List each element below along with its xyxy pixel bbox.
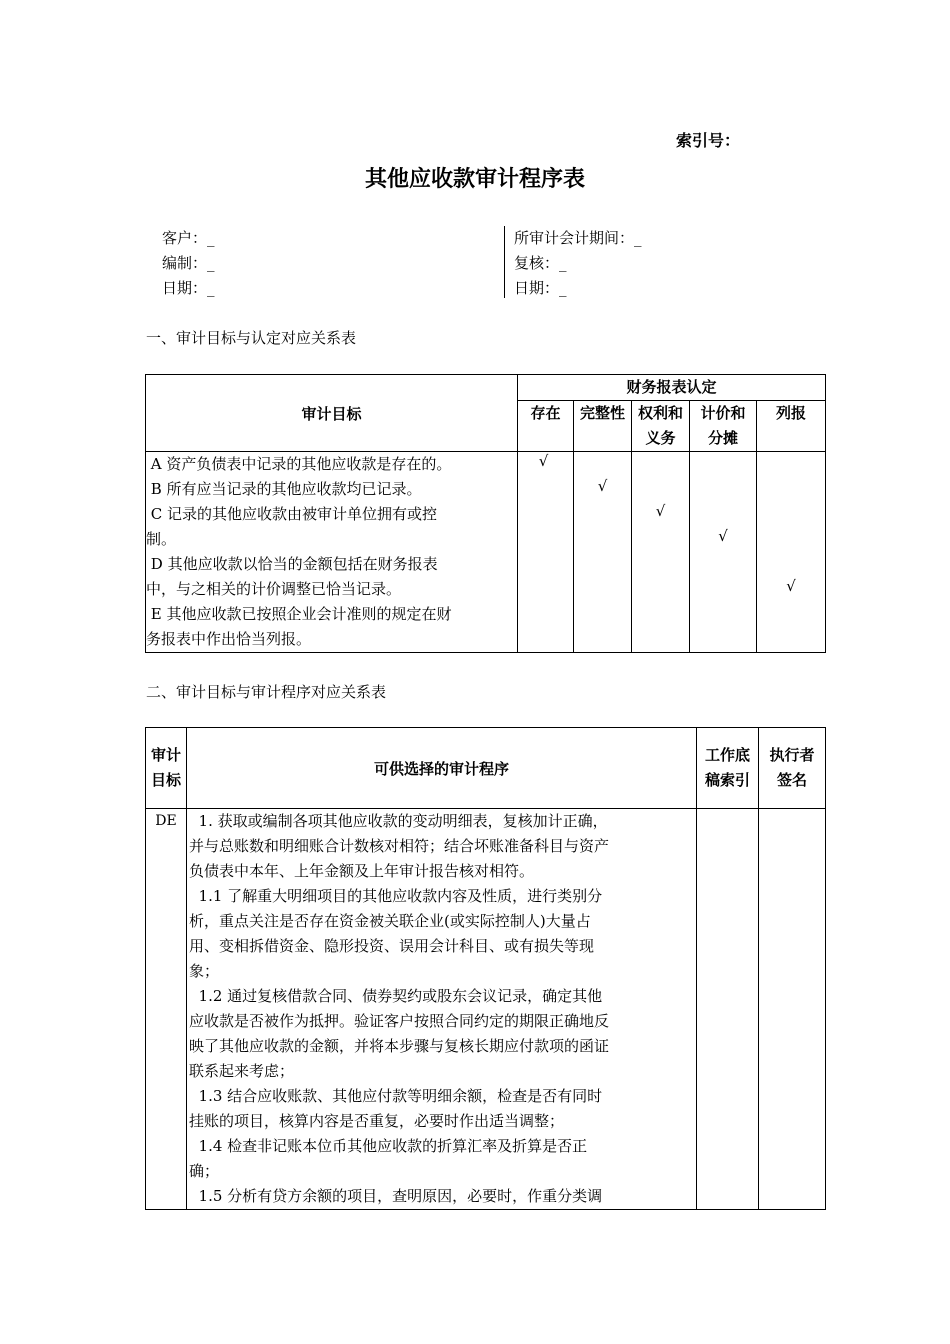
objective-header: 审计目标: [146, 375, 518, 452]
prep-date-field: 日期：_: [162, 279, 215, 297]
assertion-group-header: 财务报表认定: [518, 375, 826, 401]
procedure-line: 1.3 结合应收账款、其他应付款等明细余额，检查是否有同时: [189, 1087, 603, 1105]
check-mark: √: [655, 502, 666, 520]
procedure-table: [145, 727, 826, 1210]
row-objective: DE: [146, 809, 187, 1210]
objective-line: 中，与之相关的计价调整已恰当记录。: [146, 580, 402, 598]
objective-line: A 资产负债表中记录的其他应收款是存在的。: [146, 455, 452, 473]
procedure-line: 析，重点关注是否存在资金被关联企业(或实际控制人)大量占: [189, 912, 591, 930]
procedure-line: 1.5 分析有贷方余额的项目，查明原因，必要时，作重分类调: [189, 1187, 603, 1205]
objective-line: 制。: [146, 530, 177, 548]
workpaper-ref-header: 工作底 稿索引: [697, 728, 759, 809]
procedure-line: 1. 获取或编制各项其他应收款的变动明细表，复核加计正确，: [189, 812, 608, 830]
assertion-cell: [574, 452, 632, 653]
assertion-header: 列报: [757, 401, 826, 452]
procedure-line: 1.4 检查非记账本位币其他应收款的折算汇率及折算是否正: [189, 1137, 588, 1155]
assertion-header: 计价和 分摊: [690, 401, 757, 452]
procedure-line: 挂账的项目，核算内容是否重复，必要时作出适当调整；: [189, 1112, 565, 1130]
audit-period-field: 所审计会计期间：_: [514, 229, 642, 247]
procedures-cell: [187, 809, 697, 1210]
check-mark: √: [786, 577, 796, 595]
review-date-field: 日期：_: [514, 279, 567, 297]
objective-header: 审计 目标: [146, 728, 187, 809]
procedure-line: 负债表中本年、上年金额及上年审计报告核对相符。: [189, 862, 535, 880]
assertion-table: [145, 374, 826, 653]
objective-line: B 所有应当记录的其他应收款均已记录。: [146, 480, 422, 498]
objective-line: D 其他应收款以恰当的金额包括在财务报表: [146, 555, 438, 573]
procedure-line: 1.2 通过复核借款合同、债券契约或股东会议记录，确定其他: [189, 987, 603, 1005]
info-divider: [504, 226, 505, 298]
executor-sign-cell: [759, 809, 826, 1210]
objective-line: C 记录的其他应收款由被审计单位拥有或控: [146, 505, 438, 523]
assertion-cell: [518, 452, 574, 653]
procedure-line: 联系起来考虑；: [189, 1062, 295, 1080]
check-mark: √: [538, 452, 549, 470]
objective-line: E 其他应收款已按照企业会计准则的规定在财: [146, 605, 452, 623]
info-right-block: [514, 226, 642, 301]
procedure-line: 1.1 了解重大明细项目的其他应收款内容及性质，进行类别分: [189, 887, 603, 905]
index-number-label: 索引号：: [676, 131, 741, 150]
executor-sign-header: 执行者 签名: [759, 728, 826, 809]
procedure-line: 并与总账数和明细账合计数核对相符；结合坏账准备科目与资产: [189, 837, 610, 855]
client-field: 客户：_: [162, 229, 215, 247]
procedure-line: 象；: [189, 962, 220, 980]
procedure-line: 映了其他应收款的金额，并将本步骤与复核长期应付款项的函证: [189, 1037, 610, 1055]
procedure-line: 用、变相拆借资金、隐形投资、误用会计科目、或有损失等现: [189, 937, 595, 955]
objective-line: 务报表中作出恰当列报。: [146, 630, 312, 648]
assertion-cell: [690, 452, 757, 653]
assertion-cell: [757, 452, 826, 653]
check-mark: √: [597, 477, 608, 495]
objectives-cell: [146, 452, 518, 653]
reviewer-field: 复核：_: [514, 254, 567, 272]
section2-heading: 二、审计目标与审计程序对应关系表: [146, 683, 387, 701]
section1-heading: 一、审计目标与认定对应关系表: [146, 329, 357, 347]
check-mark: √: [718, 527, 728, 545]
assertion-header: 存在: [518, 401, 574, 452]
workpaper-ref-cell: [697, 809, 759, 1210]
preparer-field: 编制：_: [162, 254, 215, 272]
procedure-header: 可供选择的审计程序: [187, 728, 697, 809]
assertion-cell: [632, 452, 690, 653]
info-left-block: [162, 226, 215, 301]
assertion-header: 权利和 义务: [632, 401, 690, 452]
assertion-header: 完整性: [574, 401, 632, 452]
procedure-line: 应收款是否被作为抵押。验证客户按照合同约定的期限正确地反: [189, 1012, 610, 1030]
page-title: 其他应收款审计程序表: [364, 167, 585, 192]
procedure-line: 确；: [189, 1162, 220, 1180]
